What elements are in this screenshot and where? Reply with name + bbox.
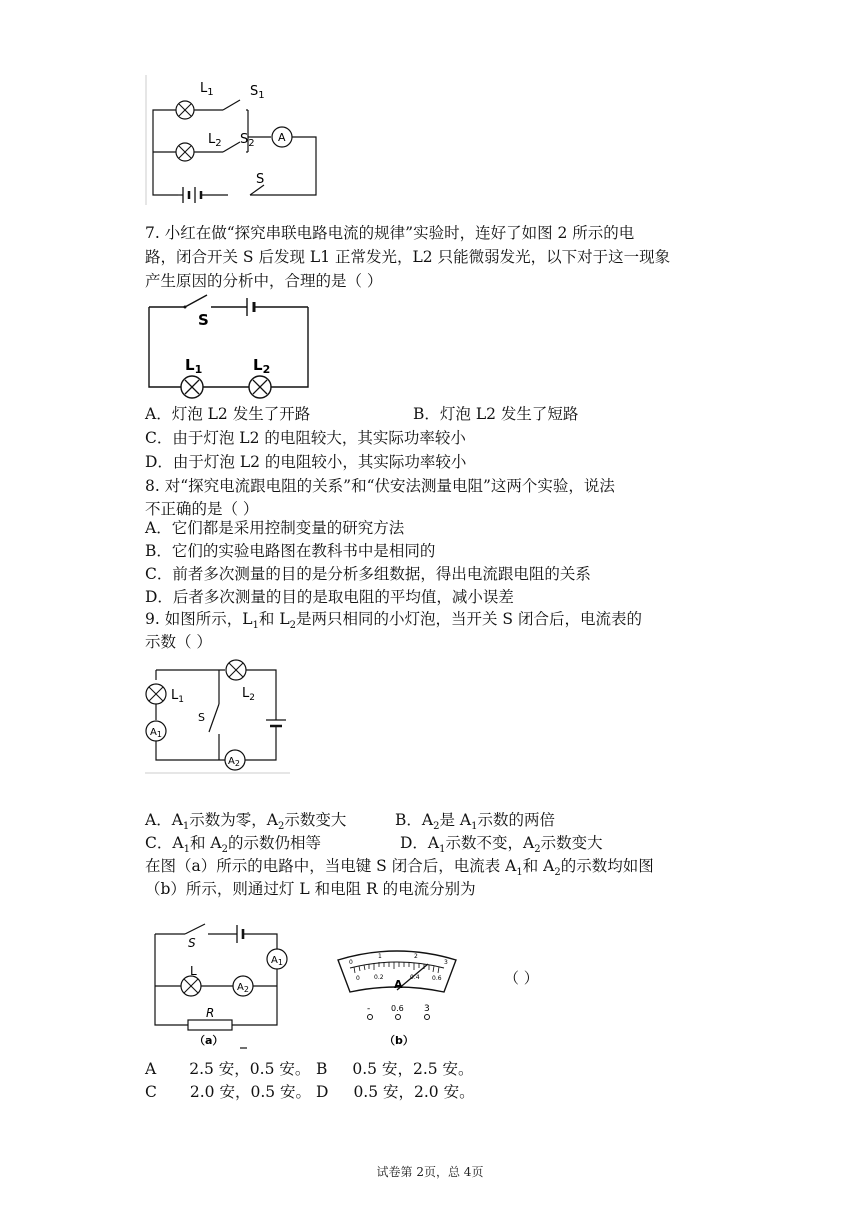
q10-line2: （b）所示，则通过灯 L 和电阻 R 的电流分别为 (145, 880, 476, 898)
q8-option-b[interactable]: B．它们的实验电路图在教科书中是相同的 (145, 542, 436, 560)
answer-blank: （ ） (504, 969, 539, 987)
q10-option-c[interactable]: C 2.0 安，0.5 安。 (145, 1083, 312, 1101)
q10-line1: 在图（a）所示的电路中，当电键 S 闭合后，电流表 $A_1$和 $A_2$的示数均如图 (145, 857, 654, 879)
circuit-figure-q9 (145, 656, 295, 776)
label-s1: $S_1$ (250, 84, 265, 101)
scale-bottom-0: 0 (356, 975, 360, 982)
label-l: L (190, 964, 197, 978)
label-l2: $L_2$ (253, 356, 271, 376)
q7-line2: 路，闭合开关 S 后发现 L1 正常发光，L2 只能微弱发光，以下对于这一现象 (145, 248, 671, 266)
label-l2: $L_2$ (242, 686, 255, 703)
q7-option-d[interactable]: D．由于灯泡 L2 的电阻较小，其实际功率较小 (145, 453, 467, 471)
scale-bottom-3: 0.6 (432, 975, 442, 982)
terminal-3: 3 (424, 1004, 430, 1014)
label-r: R (206, 1006, 215, 1020)
label-l1: $L_1$ (171, 688, 184, 705)
scale-top-0: 0 (349, 959, 353, 966)
q7-line1: 7. 小红在做“探究串联电路电流的规律”实验时，连好了如图 2 所示的电 (145, 224, 635, 242)
label-s: S (188, 936, 196, 950)
ammeter-label: A (278, 131, 286, 144)
dial-unit: A (394, 978, 403, 991)
terminal-0-6: 0.6 (391, 1004, 404, 1013)
label-l1: $L_1$ (200, 81, 214, 98)
scale-top-3: 3 (444, 959, 448, 966)
label-s: S (198, 711, 205, 724)
scale-bottom-2: 0.4 (410, 974, 420, 981)
q10-option-d[interactable]: D 0.5 安，2.0 安。 (316, 1083, 475, 1101)
terminal-negative: - (367, 1004, 371, 1014)
circuit-figure-a (150, 918, 300, 1050)
q9-option-b[interactable]: B．$A_2$是 $A_1$示数的两倍 (395, 811, 555, 833)
label-s: S (198, 311, 209, 329)
svg-text:A1: $A_1$ (271, 955, 283, 967)
page-footer: 试卷第 2页，总 4页 (376, 1165, 484, 1179)
label-s2: $S_2$ (240, 132, 255, 149)
q8-line1: 8. 对“探究电流跟电阻的关系”和“伏安法测量电阻”这两个实验，说法 (145, 477, 615, 495)
circuit-figure-q7 (145, 293, 315, 395)
label-s: S (256, 172, 265, 187)
q8-option-c[interactable]: C．前者多次测量的目的是分析多组数据，得出电流跟电阻的关系 (145, 565, 591, 583)
scale-bottom-1: 0.2 (374, 974, 384, 981)
circuit-figure-top (138, 75, 338, 210)
q10-option-b[interactable]: B 0.5 安，2.5 安。 (316, 1060, 474, 1078)
svg-text:A2: $A_2$ (237, 982, 249, 994)
svg-text:A2: $A_2$ (228, 756, 240, 768)
q7-option-b[interactable]: B．灯泡 L2 发生了短路 (413, 405, 579, 423)
label-l2: $L_2$ (208, 132, 222, 149)
resistor-r (188, 1020, 232, 1030)
q7-option-c[interactable]: C．由于灯泡 L2 的电阻较大，其实际功率较小 (145, 429, 466, 447)
svg-text:A1: $A_1$ (150, 727, 162, 739)
q8-line2: 不正确的是（ ） (145, 500, 259, 518)
q9-line2: 示数（ ） (145, 633, 212, 651)
q9-line1: 9. 如图所示，$L_1$和 $L_2$是两只相同的小灯泡，当开关 S 闭合后，电流表的 (145, 610, 642, 632)
label-l1: $L_1$ (185, 356, 203, 376)
scale-top-2: 2 (414, 953, 418, 960)
q8-option-d[interactable]: D．后者多次测量的目的是取电阻的平均值，减小误差 (145, 588, 514, 606)
q7-line3: 产生原因的分析中，合理的是（ ） (145, 272, 383, 290)
q7-option-a[interactable]: A．灯泡 L2 发生了开路 (145, 405, 311, 423)
ammeter-dial-b (332, 946, 462, 1050)
caption-b: （b） (384, 1034, 414, 1047)
q9-option-a[interactable]: A．$A_1$示数为零，$A_2$示数变大 (145, 811, 347, 833)
q10-option-a[interactable]: A 2.5 安，0.5 安。 (145, 1060, 311, 1078)
q9-option-d[interactable]: D．$A_1$示数不变，$A_2$示数变大 (400, 834, 603, 856)
q8-option-a[interactable]: A．它们都是采用控制变量的研究方法 (145, 519, 405, 537)
q9-option-c[interactable]: C．$A_1$和 $A_2$的示数仍相等 (145, 834, 321, 856)
caption-a: （a） (194, 1034, 224, 1047)
scale-top-1: 1 (378, 953, 382, 960)
